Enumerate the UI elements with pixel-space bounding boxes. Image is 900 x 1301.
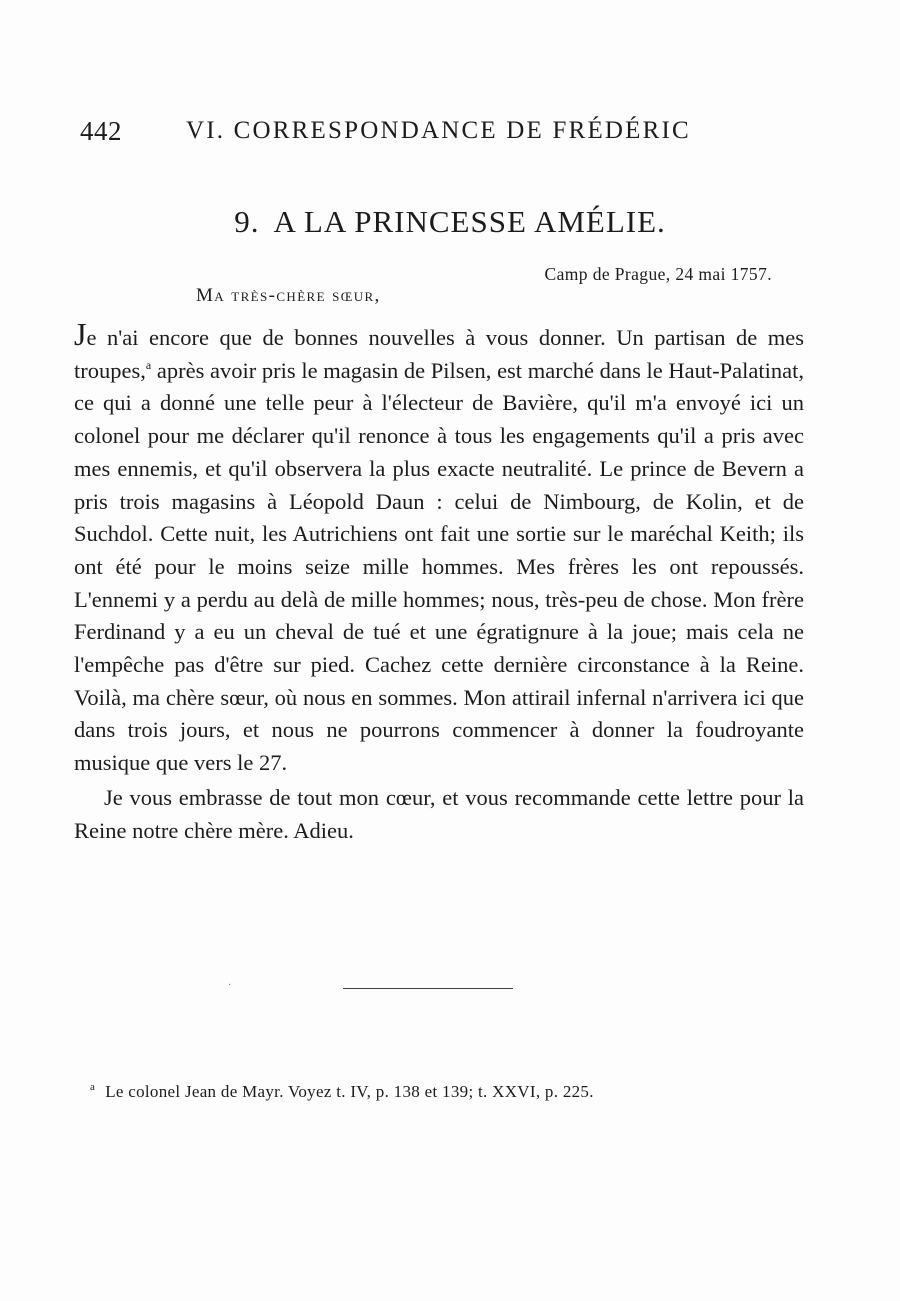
letter-title: A LA PRINCESSE AMÉLIE. <box>273 204 666 239</box>
letter-number: 9. <box>234 204 260 239</box>
paragraph-1-text-b: après avoir pris le magasin de Pilsen, est marché dans le Haut-Palatinat, ce qui a donné une telle peur à l'électeur de Bavière, qu'il m'a envoyé ici un colonel pour me déclarer qu'il renonce à tous les engagements qu'il a pris avec mes ennemis, et qu'il observera la plus exacte neutralité. Le prince de Bevern a pris trois magasins à Léopold Daun : celui de Nimbourg, de Kolin, et de Suchdol. Cette nuit, les Autrichiens ont fait une sortie sur le maréchal Keith; ils ont été pour le moins seize mille hommes. Mes frères les ont repoussés. L'ennemi y a perdu au delà de mille hommes; nous, très-peu de chose. Mon frère Ferdinand y a eu un cheval de tué et une égratignure à la joue; mais cela ne l'empêche pas d'être sur pied. Cachez cette dernière circonstance à la Reine. Voilà, ma chère sœur, où nous en sommes. Mon attirail infernal n'arrivera ici que dans trois jours, et nous ne pourrons commencer à donner la foudroyante musique que vers le 27. <box>74 357 804 776</box>
letter-body <box>74 316 804 847</box>
running-title: VI. CORRESPONDANCE DE FRÉDÉRIC <box>186 117 691 144</box>
salutation: Ma très-chère sœur, <box>196 285 381 306</box>
footnote-marker: a <box>90 1081 96 1093</box>
running-head <box>80 116 720 150</box>
paragraph-1 <box>74 316 804 780</box>
footnote-text: Le colonel Jean de Mayr. Voyez t. IV, p. 138 et 139; t. XXVI, p. 225. <box>105 1082 594 1101</box>
paragraph-2: Je vous embrasse de tout mon cœur, et vous recommande cette lettre pour la Reine notre chère mère. Adieu. <box>74 784 804 843</box>
footnote <box>90 1081 594 1102</box>
drop-cap: J <box>74 316 87 352</box>
footnote-divider <box>343 988 513 989</box>
footnote-reference[interactable]: a <box>145 357 152 372</box>
page-number: 442 <box>80 116 122 146</box>
dateline: Camp de Prague, 24 mai 1757. <box>544 264 772 284</box>
letter-heading <box>0 204 900 240</box>
paragraph-1-text-a: e n'ai encore que de bonnes nouvelles à vous donner. Un partisan de mes troupes, <box>74 325 804 383</box>
page-speck: · <box>228 980 232 991</box>
